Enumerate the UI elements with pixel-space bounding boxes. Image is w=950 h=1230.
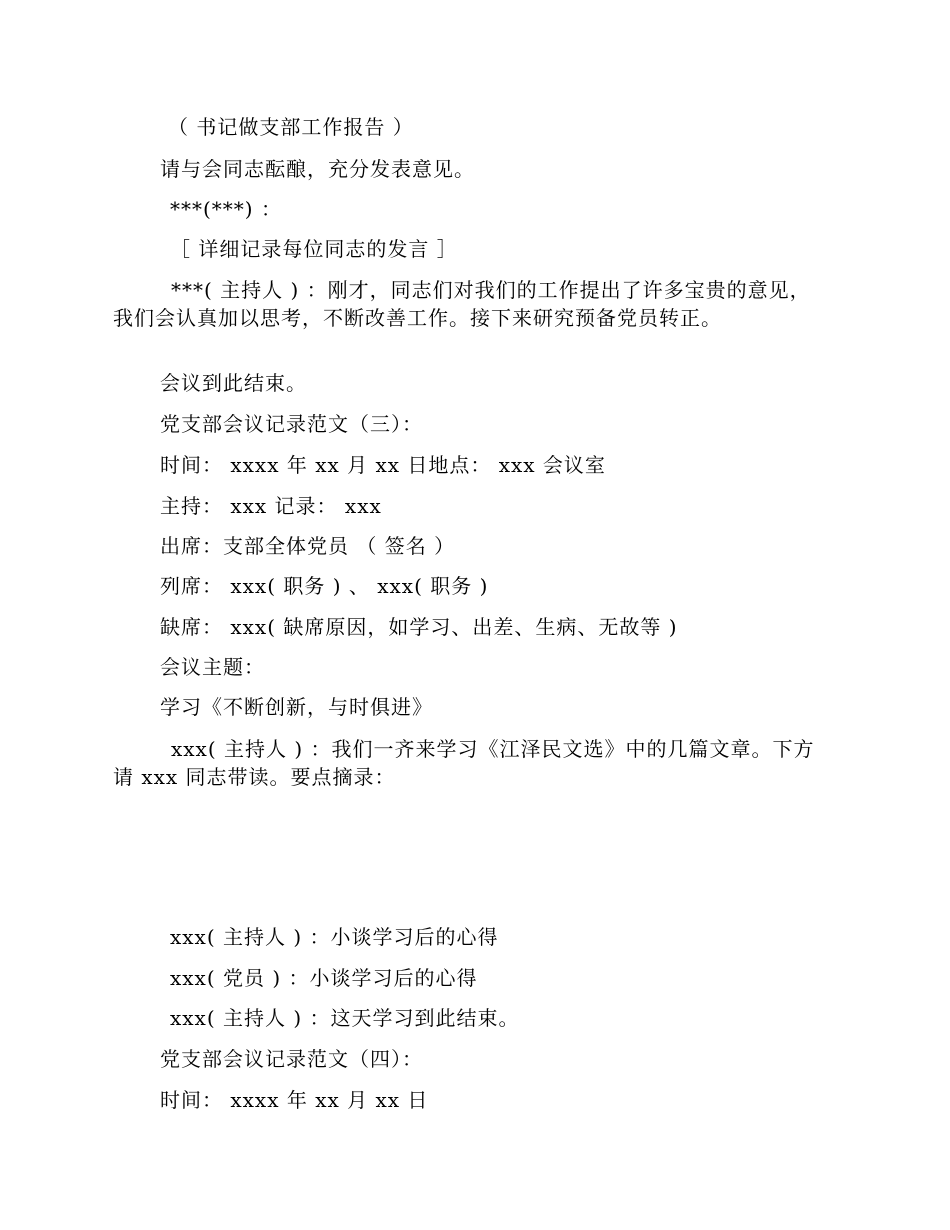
attendance-line: 出席：支部全体党员 （ 签名 ） [160,534,456,558]
host-remarks-paragraph [113,276,828,332]
record-note: ［ 详细记录每位同志的发言 ］ [170,237,458,261]
secretary-report-note: （ 书记做支部工作报告 ） [168,115,414,139]
host-remarks-text: ***( 主持人 ) ：刚才，同志们对我们的工作提出了许多宝贵的意见，我们会认真加以思考，不断改善工作。接下来研究预备党员转正。 [113,278,811,330]
study-intro-paragraph [113,735,828,791]
host-reflection-line: xxx( 主持人 ) ：小谈学习后的心得 [170,925,499,949]
absent-line: 缺席： xxx( 缺席原因，如学习、出差、生病、无故等 ) [160,615,678,639]
observers-line: 列席： xxx( 职务 ) 、 xxx( 职务 ) [160,574,489,598]
time-location-line: 时间： xxxx 年 xx 月 xx 日地点： xxx 会议室 [160,453,606,477]
study-end-line: xxx( 主持人 ) ：这天学习到此结束。 [170,1006,520,1030]
section-heading-three: 党支部会议记录范文（三）： [160,412,423,436]
time-line-four: 时间： xxxx 年 xx 月 xx 日 [160,1088,429,1112]
meeting-topic-label: 会议主题： [160,655,265,679]
discussion-prompt: 请与会同志酝酿，充分发表意见。 [160,157,475,181]
speaker-placeholder: ***(***) ： [170,197,282,221]
meeting-end-line: 会议到此结束。 [160,371,307,395]
section-heading-four: 党支部会议记录范文（四）： [160,1047,423,1071]
member-reflection-line: xxx( 党员 ) ：小谈学习后的心得 [170,966,478,990]
meeting-topic-value: 学习《不断创新，与时俱进》 [160,695,433,719]
host-recorder-line: 主持： xxx 记录： xxx [160,494,382,518]
study-intro-text: xxx( 主持人 ) ：我们一齐来学习《江泽民文选》中的几篇文章。下方请 xxx 同志带读。要点摘录： [113,737,815,789]
